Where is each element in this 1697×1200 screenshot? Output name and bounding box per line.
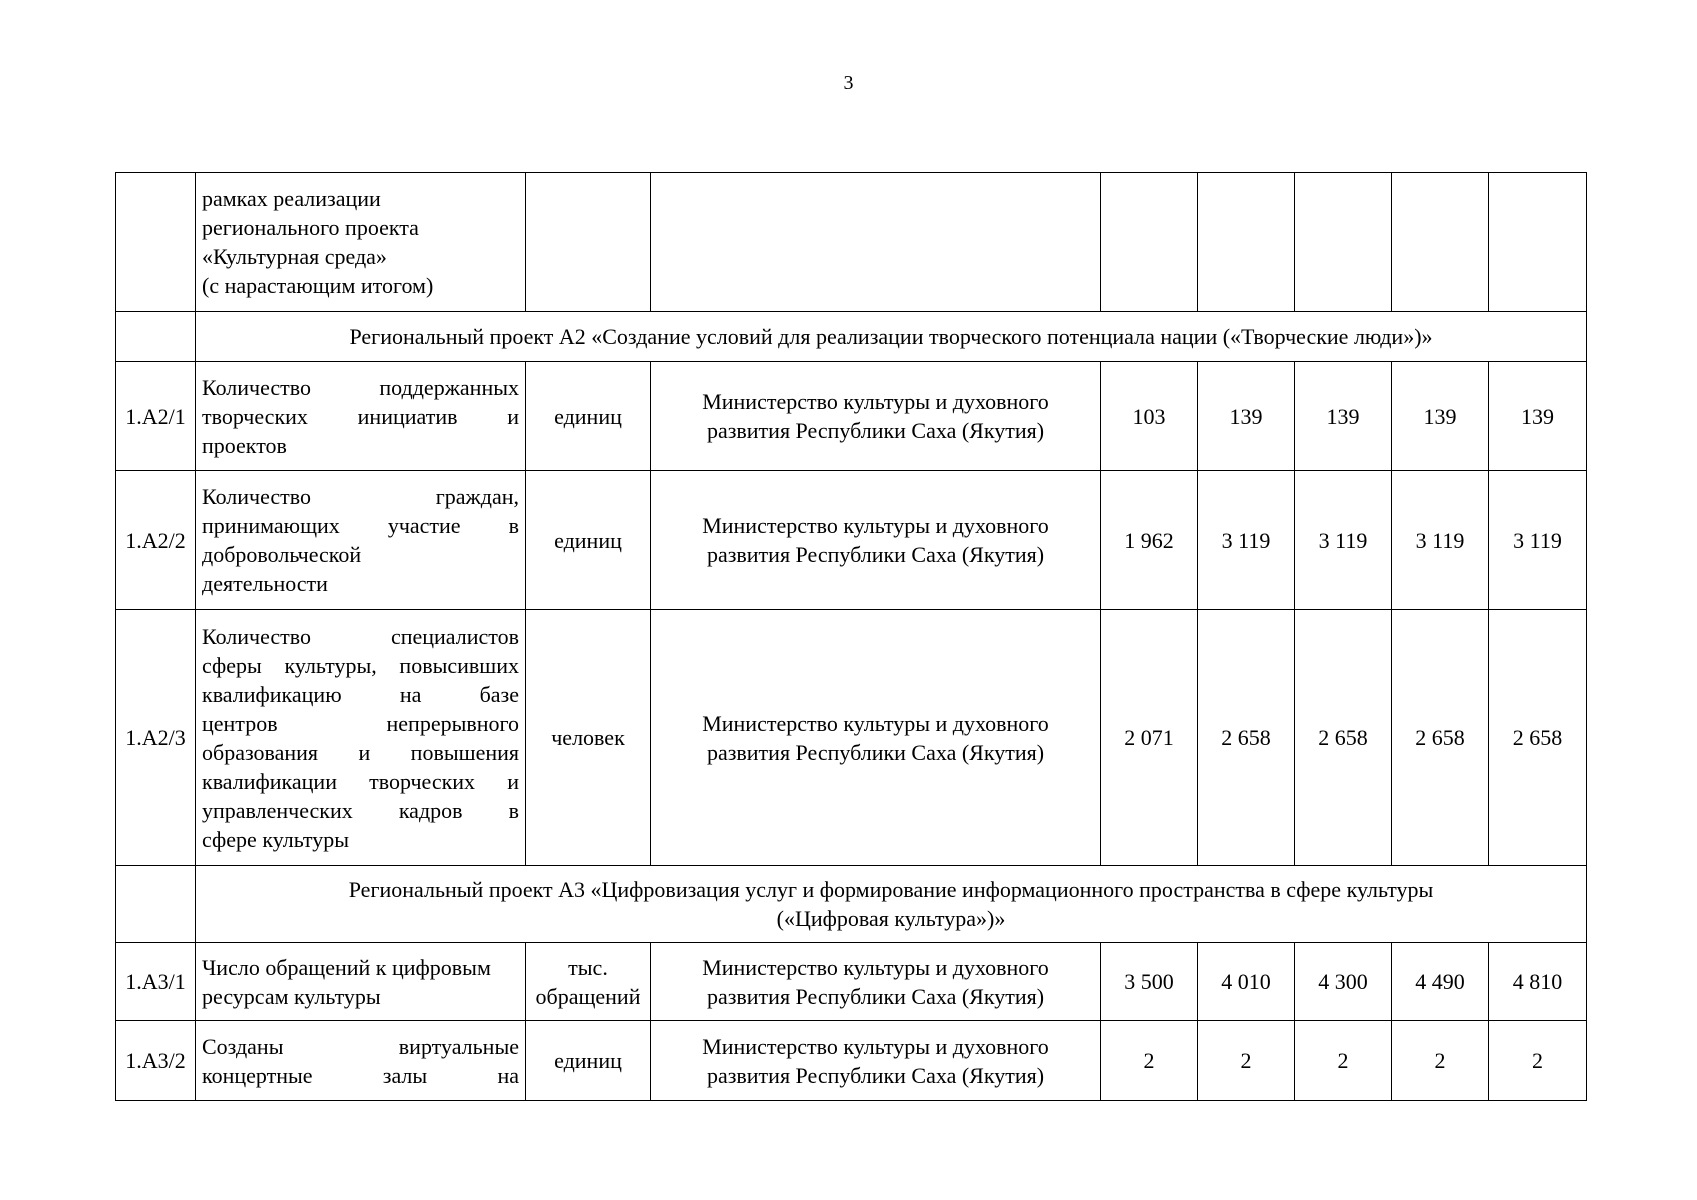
value-cell: 2 658 — [1392, 610, 1489, 866]
value-cell: 2 — [1392, 1021, 1489, 1101]
value-cell — [1392, 173, 1489, 312]
responsible-cell: Министерство культуры и духовного развития Республики Саха (Якутия) — [651, 1021, 1101, 1101]
value-cell: 4 490 — [1392, 943, 1489, 1021]
unit-cell: единиц — [526, 362, 651, 471]
unit-cell: человек — [526, 610, 651, 866]
value-cell: 2 658 — [1295, 610, 1392, 866]
indicator-name-cell: Количество граждан, принимающих участие в добровольческой деятельности — [196, 471, 526, 610]
value-cell: 4 010 — [1198, 943, 1295, 1021]
value-cell: 139 — [1295, 362, 1392, 471]
value-cell: 2 — [1198, 1021, 1295, 1101]
row-number: 1.А2/2 — [116, 471, 196, 610]
indicator-name-cell: Созданы виртуальные концертные залы на — [196, 1021, 526, 1101]
value-cell: 139 — [1489, 362, 1587, 471]
value-cell: 3 119 — [1489, 471, 1587, 610]
table-row — [116, 471, 1587, 610]
value-cell — [1295, 173, 1392, 312]
responsible-cell — [651, 173, 1101, 312]
value-cell: 1 962 — [1101, 471, 1198, 610]
value-cell: 3 119 — [1198, 471, 1295, 610]
value-cell: 3 500 — [1101, 943, 1198, 1021]
value-cell: 2 — [1101, 1021, 1198, 1101]
table-row-continuation — [116, 173, 1587, 312]
unit-cell — [526, 173, 651, 312]
row-number: 1.А3/2 — [116, 1021, 196, 1101]
value-cell: 103 — [1101, 362, 1198, 471]
value-cell: 2 — [1489, 1021, 1587, 1101]
row-number: 1.А2/1 — [116, 362, 196, 471]
section-header-row — [116, 866, 1587, 943]
responsible-cell: Министерство культуры и духовного развития Республики Саха (Якутия) — [651, 362, 1101, 471]
value-cell: 3 119 — [1295, 471, 1392, 610]
value-cell: 2 658 — [1489, 610, 1587, 866]
value-cell: 3 119 — [1392, 471, 1489, 610]
unit-cell: единиц — [526, 471, 651, 610]
value-cell: 139 — [1198, 362, 1295, 471]
indicator-name-cell: Число обращений к цифровым ресурсам культуры — [196, 943, 526, 1021]
value-cell: 2 658 — [1198, 610, 1295, 866]
section-title: Региональный проект А2 «Создание условий для реализации творческого потенциала нации («Творческие люди»)» — [196, 312, 1587, 362]
indicators-table — [115, 172, 1587, 1101]
value-cell: 2 071 — [1101, 610, 1198, 866]
value-cell: 4 300 — [1295, 943, 1392, 1021]
table-row — [116, 943, 1587, 1021]
value-cell — [1489, 173, 1587, 312]
page-number: 3 — [843, 72, 854, 94]
value-cell: 2 — [1295, 1021, 1392, 1101]
indicator-name-cell: Количество специалистов сферы культуры, повысивших квалификацию на базе центров непрерывного образования и повышения квалификации творческих и управленческих кадров в сфере культуры — [196, 610, 526, 866]
responsible-cell: Министерство культуры и духовного развития Республики Саха (Якутия) — [651, 610, 1101, 866]
table-row — [116, 610, 1587, 866]
section-header-row — [116, 312, 1587, 362]
row-number: 1.А2/3 — [116, 610, 196, 866]
value-cell — [1198, 173, 1295, 312]
responsible-cell: Министерство культуры и духовного развития Республики Саха (Якутия) — [651, 943, 1101, 1021]
section-title: Региональный проект А3 «Цифровизация услуг и формирование информационного пространства в сфере культуры («Цифровая культура»)» — [196, 866, 1587, 943]
table-row — [116, 1021, 1587, 1101]
unit-cell: тыс. обращений — [526, 943, 651, 1021]
responsible-cell: Министерство культуры и духовного развития Республики Саха (Якутия) — [651, 471, 1101, 610]
unit-cell: единиц — [526, 1021, 651, 1101]
row-number-cell — [116, 173, 196, 312]
indicator-name-cell: рамках реализации регионального проекта «Культурная среда» (с нарастающим итогом) — [196, 173, 526, 312]
table-row — [116, 362, 1587, 471]
value-cell: 139 — [1392, 362, 1489, 471]
row-number: 1.А3/1 — [116, 943, 196, 1021]
value-cell: 4 810 — [1489, 943, 1587, 1021]
indicator-name-cell: Количество поддержанных творческих инициатив и проектов — [196, 362, 526, 471]
value-cell — [1101, 173, 1198, 312]
